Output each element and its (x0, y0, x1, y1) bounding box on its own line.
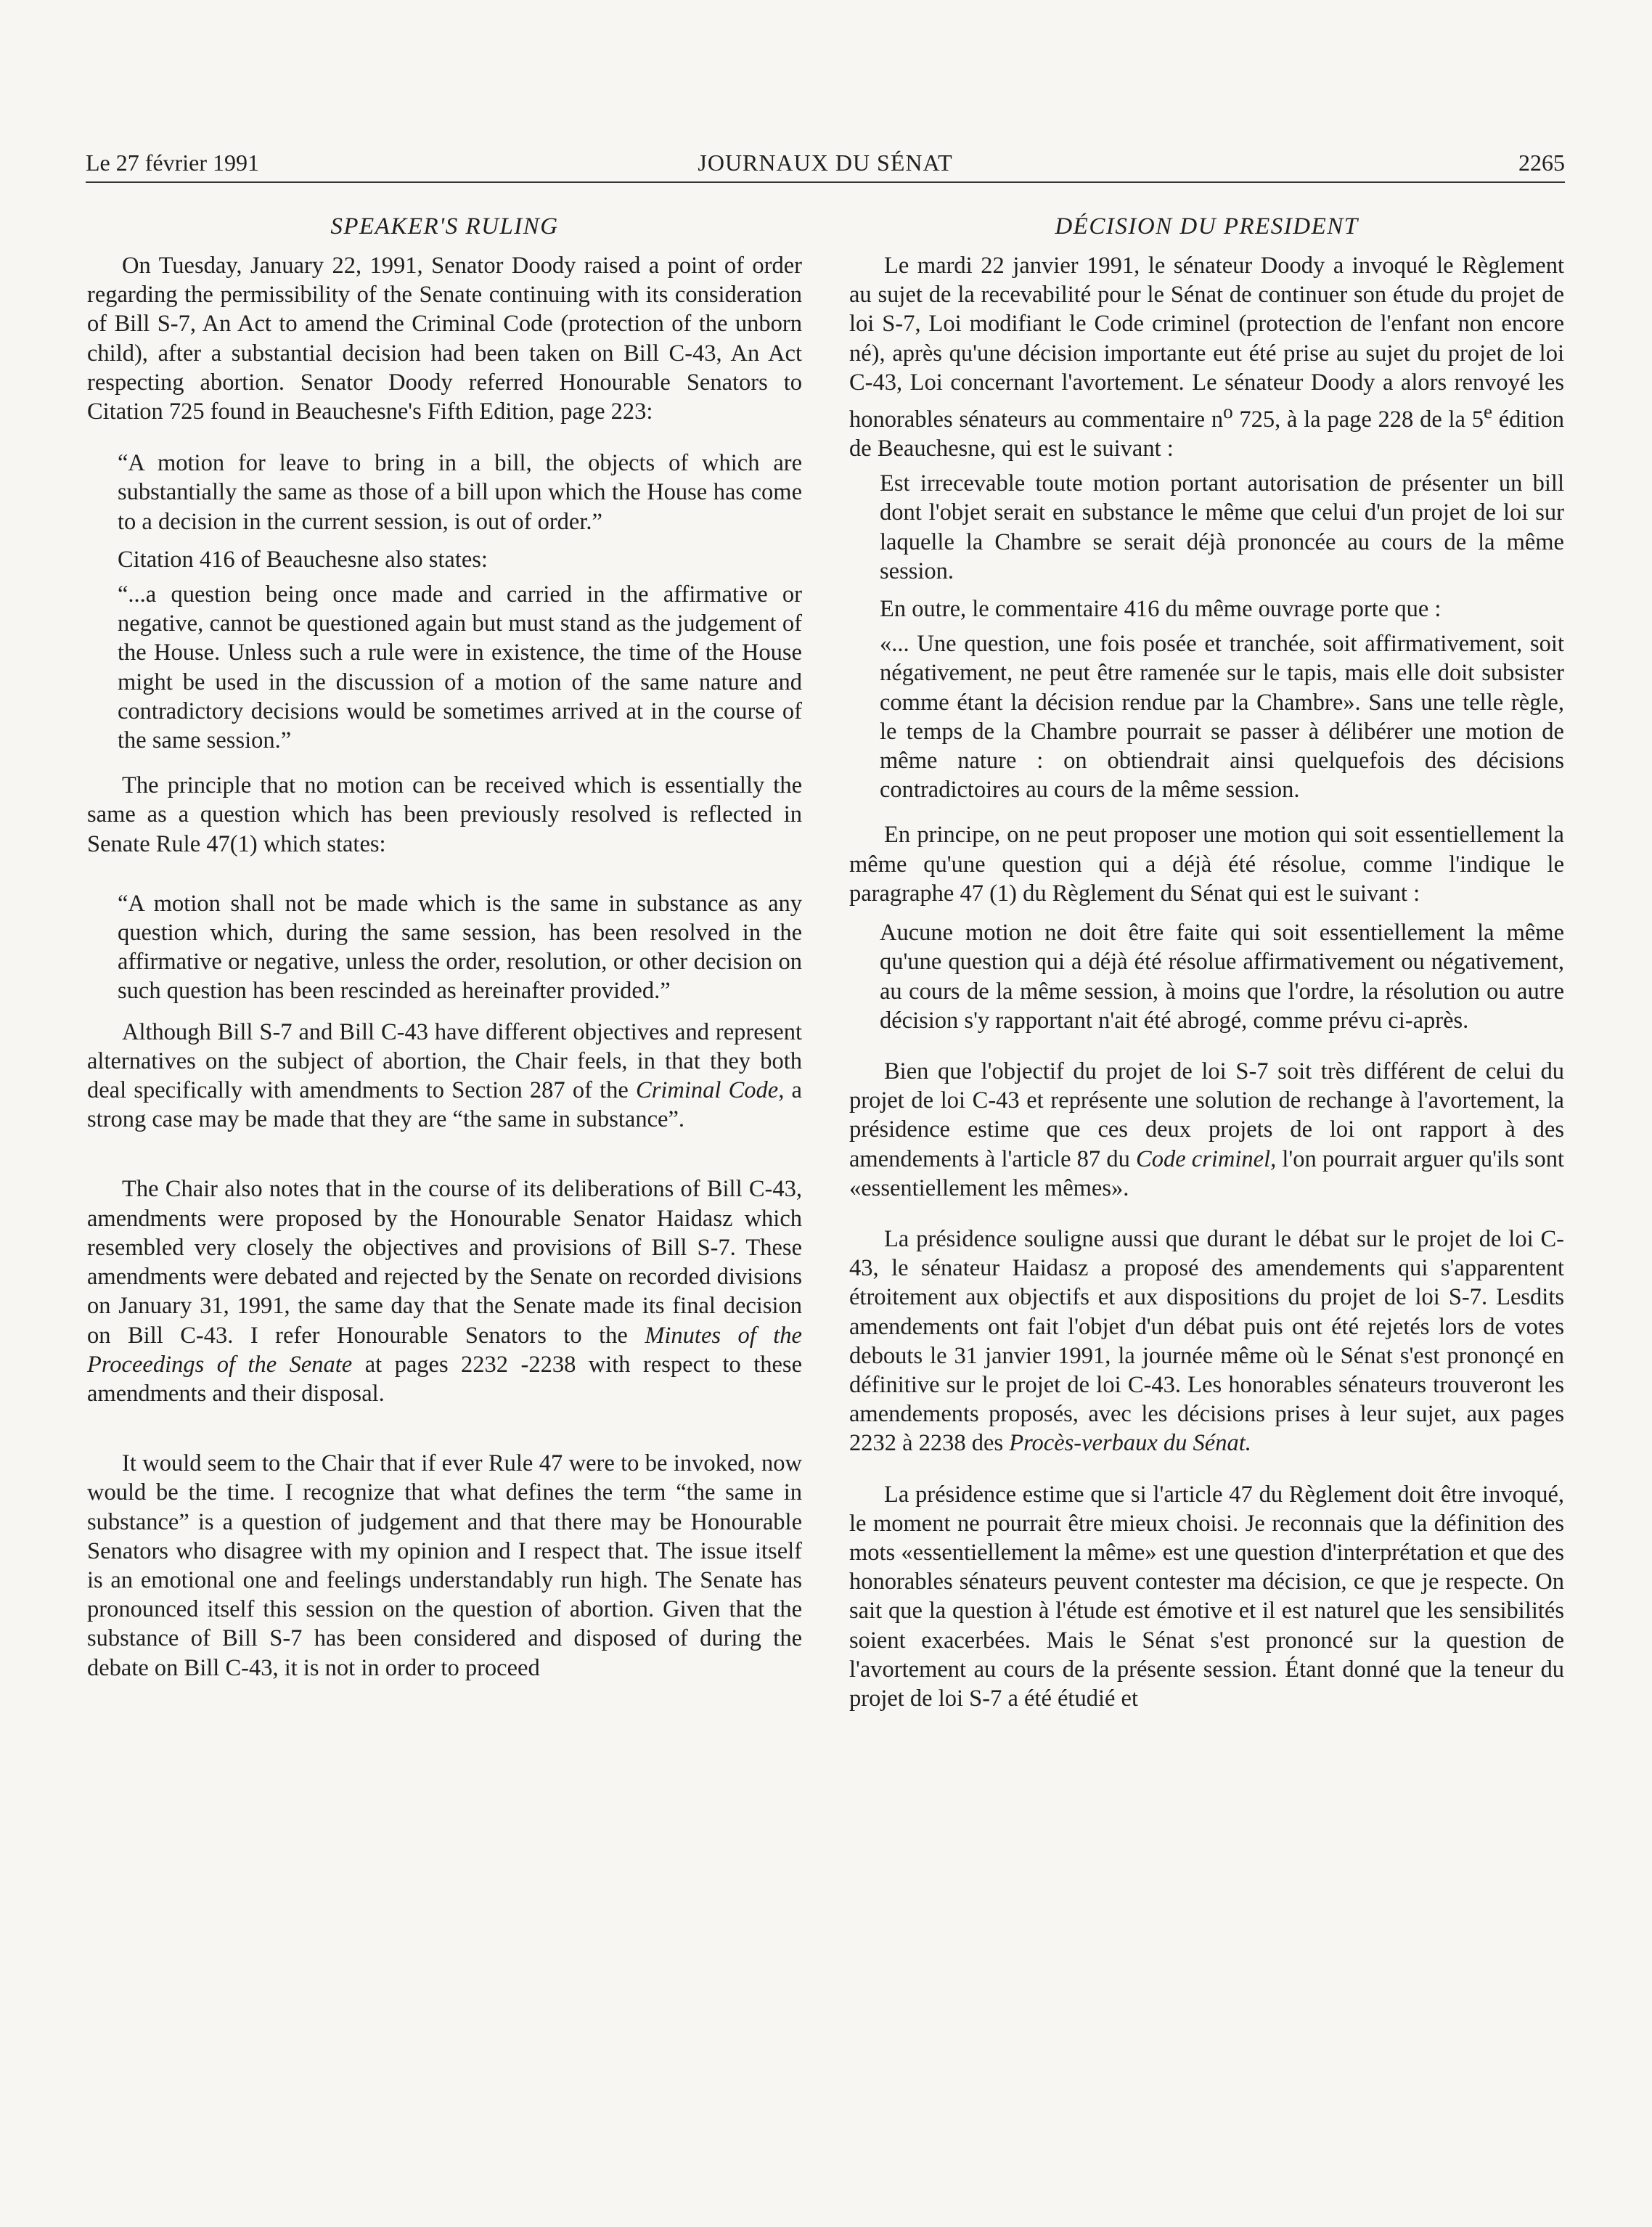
french-paragraph-4: Bien que l'objectif du projet de loi S-7 soit très différent de celui du projet de loi C-43 et représente une solution de rechange à l'avortement, la présidence estime que ces deux projets de loi ont rapport à des amendements à l'article 87 du Code criminel, l'on pourrait arguer qu'ils sont «essentiellement les mêmes». (849, 1058, 1564, 1201)
french-paragraph-6: La présidence estime que si l'article 47 du Règlement doit être invoqué, le moment ne pourrait être mieux choisi. Je reconnais que la définition des mots «essentiellement la même» est une question d'interprétation et que des honorables sénateurs peuvent contester ma décision, ce que je respecte. On sait que la question à l'étude est émotive et il est naturel que les sensibilités soient exacerbées. Mais le Sénat s'est prononcé sur la question de l'avortement au cours de la présente session. Étant donné que la teneur du projet de loi S-7 a été étudié et (849, 1481, 1564, 1712)
french-paragraph-5: La présidence souligne aussi que durant le débat sur le projet de loi C-43, le sénateur Haidasz a proposé des amendements qui s'apparentent étroitement aux objectifs et aux dispositions du projet de loi S-7. Lesdits amendements ont fait l'objet d'un débat puis ont été rejetés lors de votes debouts le 31 janvier 1991, la journée même où le Sénat s'est prononçé en définitive sur le projet de loi C-43. Les honorables sénateurs trouveront les amendements proposés, avec les décisions prises à leur sujet, aux pages 2232 à 2238 des Procès-verbaux du Sénat. (849, 1225, 1564, 1457)
french-quote-2: «... Une question, une fois posée et tranchée, soit affirmativement, soit négativement, ne peut être ramenée sur le tapis, mais elle doit subsister comme étant la décision rendue par la Chambre». Sans une telle règle, le temps de la Chambre pourrait se passer à délibérer une motion de même nature : on obtiendrait ainsi quelquefois des décisions contradictoires au cours de la même session. (880, 631, 1564, 804)
page-header (86, 148, 1565, 183)
english-paragraph-4: Although Bill S-7 and Bill C-43 have different objectives and represent alternatives on the subject of abortion, the Chair feels, in that they both deal specifically with amendments to Section 287 of the Criminal Code, a strong case may be made that they are “the same in substance”. (87, 1018, 802, 1133)
english-column (87, 212, 802, 1683)
french-quote-3: Aucune motion ne doit être faite qui soit essentiellement la même qu'une question qui a déjà été résolue affirmativement ou négativement, au cours de la même session, à moins que l'ordre, la résolution ou autre décision s'y rapportant n'ait été abrogé, comme prévu ci-après. (880, 920, 1564, 1034)
minutes-title: Minutes of the Proceedings of the Senate (87, 1322, 802, 1378)
proces-verbaux-title: Procès-verbaux du Sénat. (1009, 1430, 1251, 1457)
english-paragraph-6: It would seem to the Chair that if ever Rule 47 were to be invoked, now would be the time. I recognize that what defines the term “the same in substance” is a question of judgement and that there may be Honourable Senators who disagree with my opinion and I respect that. The issue itself is an emotional one and feelings understandably run high. The Senate has pronounced itself this session on the question of abortion. Given that the substance of Bill S-7 has been considered and disposed of during the debate on Bill C-43, it is not in order to proceed (87, 1450, 802, 1681)
english-quote-1: “A motion for leave to bring in a bill, the objects of which are substantially the same as those of a bill upon which the House has come to a decision in the current session, is out of order.” (118, 450, 802, 535)
english-paragraph-2: Citation 416 of Beauchesne also states: (118, 546, 488, 573)
french-paragraph-1: Le mardi 22 janvier 1991, le sénateur Doody a invoqué le Règlement au sujet de la recevabilité pour le Sénat de continuer son étude du projet de loi S-7, Loi modifiant le Code criminel (protection de l'enfant non encore né), après qu'une décision importante eut été prise au sujet du projet de loi C-43, Loi concernant l'avortement. Le sénateur Doody a alors renvoyé les honorables sénateurs au commentaire $n^o$ 725, à la page 228 de la 5e édition de Beauchesne, qui est le suivant : (849, 253, 1565, 462)
french-heading: DÉCISION DU PRESIDENT (1055, 213, 1359, 240)
french-column (849, 212, 1564, 1713)
english-quote-3: “A motion shall not be made which is the same in substance as any question which, during the same session, has been resolved in the affirmative or negative, unless the order, resolution, or other decision on such question has been rescinded as hereinafter provided.” (118, 890, 802, 1005)
header-title: JOURNAUX DU SÉNAT (698, 150, 953, 176)
english-paragraph-5: The Chair also notes that in the course of its deliberations of Bill C-43, amendments were proposed by the Honourable Senator Haidasz which resembled very closely the objectives and provisions of Bill S-7. These amendments were debated and rejected by the Senate on recorded divisions on January 31, 1991, the same day that the Senate made its final decision on Bill C-43. I refer Honourable Senators to the Minutes of the Proceedings of the Senate at pages 2232 -2238 with respect to these amendments and their disposal. (87, 1176, 802, 1407)
english-paragraph-3: The principle that no motion can be received which is essentially the same as a question which has been previously resolved is reflected in Senate Rule 47(1) which states: (87, 772, 802, 857)
french-paragraph-3: En principe, on ne peut proposer une motion qui soit essentiellement la même qu'une question qui a déjà été résolue, comme l'indique le paragraphe 47 (1) du Règlement du Sénat qui est le suivant : (849, 822, 1564, 907)
header-date: Le 27 février 1991 (86, 150, 260, 176)
code-criminel-title: Code criminel, (1136, 1145, 1277, 1172)
page-number: 2265 (1518, 150, 1565, 176)
french-paragraph-2: En outre, le commentaire 416 du même ouvrage porte que : (880, 596, 1442, 623)
english-quote-2: “...a question being once made and carried in the affirmative or negative, cannot be questioned again but must stand as the judgement of the House. Unless such a rule were in existence, the time of the House might be used in the discussion of a motion of the same nature and contradictory decisions would be sometimes arrived at in the course of the same session.” (118, 581, 802, 754)
french-quote-1: Est irrecevable toute motion portant autorisation de présenter un bill dont l'objet serait en substance le même que celui d'un projet de loi sur laquelle la Chambre se serait déjà prononcée au cours de la même session. (880, 470, 1564, 584)
english-paragraph-1: On Tuesday, January 22, 1991, Senator Doody raised a point of order regarding the permissibility of the Senate continuing with its consideration of Bill S-7, An Act to amend the Criminal Code (protection of the unborn child), after a substantial decision had been taken on Bill C-43, An Act respecting abortion. Senator Doody referred Honourable Senators to Citation 725 found in Beauchesne's Fifth Edition, page 223: (87, 253, 802, 425)
english-heading: SPEAKER'S RULING (330, 213, 559, 240)
criminal-code-title: Criminal Code, (636, 1077, 785, 1104)
